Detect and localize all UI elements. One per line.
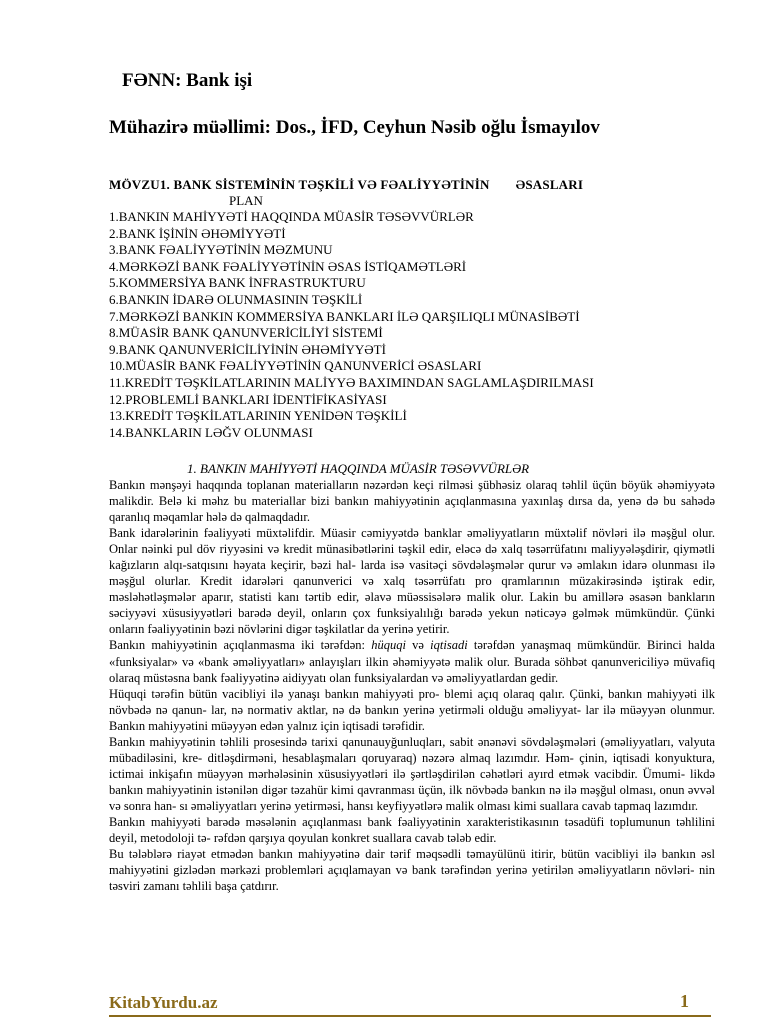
plan-item: 8.MÜASİR BANK QANUNVERİCİLİYİ SİSTEMİ: [109, 325, 383, 341]
section-title: 1. BANKIN MAHİYYƏTİ HAQQINDA MÜASİR TƏSƏVVÜRLƏR: [187, 461, 530, 476]
plan-item: 12.PROBLEMLİ BANKLARI İDENTİFİKASİYASI: [109, 391, 387, 407]
italic-term: iqtisadi: [430, 638, 468, 653]
plan-item: 1.BANKIN MAHİYYƏTİ HAQQINDA MÜASİR TƏSƏVVÜRLƏR: [109, 209, 474, 224]
topic-title-text: BANK SİSTEMİNİN TƏŞKİLİ VƏ FƏALİYYƏTİNİN: [173, 177, 490, 192]
plan-label: PLAN: [229, 193, 263, 208]
subject-heading: FƏNN: Bank işi: [122, 70, 253, 91]
plan-item: 10.MÜASİR BANK FƏALİYYƏTİNİN QANUNVERİCİ ƏSASLARI: [109, 358, 482, 374]
plan-item: 3.BANK FƏALİYYƏTİNİN MƏZMUNU: [109, 242, 333, 258]
paragraph: Bankın mahiyyətinin açıqlanmasma iki tərəfdən: hüquqi və iqtisadi tərəfdən yanaşmaq mümkündür. Birinci halda «funksiyalar» və «bank əməliyyatları» anlayışları ilkin əhəmiyyətə malik olur. Burada söhbət qanunvericiliyə müvafiq olaraq müstəsna bank fəaliyyətinə aidiyyatı olan funksiyalardan və əməliyyatlardan gedir.: [109, 638, 715, 685]
paragraph: Bankın mahiyyətinin təhlili prosesində tarixi qanunauyğunluqları, sabit ənənəvi sövdələşmələri (əməliyyatları, valyuta mübadiləsini, kre- ditləşdirməni, hesablaşmaları qoruyaraq) nəzərə almaq lazımdır. Həm- çinin, iqtisadi konyuktura, ictimai inkişafın müəyyən mərhələsinin xüsusiyyətləri ilə şərtləşdirilən cəhətləri ayırd etmək vacibdir. Ümumi- likdə bankın mahiyyətinin istənilən digər təzahür kimi qavranması üçün, ilk növbədə bankın nə ilə məşğul olması, onun əvvəl və sonra han- sı əməliyyatları yerinə yetirməsi, hansı keyfiyyətlərə malik olması kimi suallara cavab tapmaq lazımdır.: [109, 734, 715, 813]
plan-item: 9.BANK QANUNVERİCİLİYİNİN ƏHƏMİYYƏTİ: [109, 341, 386, 357]
topic-title: [109, 177, 583, 193]
page-number: 1: [680, 991, 689, 1011]
paragraph: Hüquqi tərəfin bütün vacibliyi ilə yanaşı bankın mahiyyəti pro- blemi açıq olaraq qalır. Çünki, bankın mahiyyəti ilk növbədə nə qanun- lar, nə normativ aktlar, nə də bankın yerinə yetirməli olduğu əməliyyat- lar ilə müəyyən olunmur. Bankın mahiyyətini müəyyən edən yalnız için iqtisadi tərəfidir.: [109, 686, 715, 733]
body-text: [109, 477, 715, 894]
paragraph: Bankın mahiyyəti barədə məsələnin açıqlanması bank fəaliyyətinin xarakteristikasının təsadüfi toplumunun təhlilini deyil, metodoloji tə- rəfdən qarşıya qoyulan konkret suallara cavab tələb edir.: [109, 814, 715, 846]
plan-item: 13.KREDİT TƏŞKİLATLARININ YENİDƏN TƏŞKİLİ: [109, 408, 407, 424]
plan-item: 6.BANKIN İDARƏ OLUNMASININ TƏŞKİLİ: [109, 291, 363, 307]
plan-item: 5.KOMMERSİYA BANK İNFRASTRUKTURU: [109, 275, 366, 291]
paragraph: Bu tələblərə riayət etmədən bankın mahiyyətinə dair tərif məqsədli təmayülünü itirir, bütün vacibliyi ilə bankın əsl mahiyyətini gizlədən mərkəzi problemləri açıqlamayan və bank tərəfindən yerinə yetirilən əməliyyatların növləri- nin təsviri zamanı təhlili başa çatdırır.: [109, 847, 715, 894]
plan-item: 11.KREDİT TƏŞKİLATLARININ MALİYYƏ BAXIMINDAN SAGLAMLAŞDIRILMASI: [109, 374, 594, 390]
plan-item: 2.BANK İŞİNİN ƏHƏMİYYƏTİ: [109, 225, 286, 241]
topic-prefix: MÖVZU1.: [109, 177, 170, 192]
lecturer-heading: Mühazirə müəllimi: Dos., İFD, Ceyhun Nəsib oğlu İsmayılov: [109, 117, 600, 138]
italic-term: hüquqi: [371, 638, 406, 653]
plan-item: 7.MƏRKƏZİ BANKIN KOMMERSİYA BANKLARI İLƏ QARŞILIQLI MÜNASİBƏTİ: [109, 308, 580, 324]
plan-item: 14.BANKLARIN LƏĞV OLUNMASI: [109, 424, 313, 440]
plan-list: [109, 209, 594, 441]
topic-title-end: ƏSASLARI: [515, 177, 584, 192]
page-footer: [109, 991, 711, 1017]
footer-brand: KitabYurdu.az: [109, 993, 218, 1012]
plan-item: 4.MƏRKƏZİ BANK FƏALİYYƏTİNİN ƏSAS İSTİQAMƏTLƏRİ: [109, 258, 467, 274]
paragraph: Bankın mənşəyi haqqında toplanan materialların nəzərdən keçi rilməsi şübhəsiz olaraq təhlil üçün böyük əhəmiyyətə malikdir. Belə ki məhz bu materiallar bizi bankın mahiyyətinin açıqlanmasına yaxınlaş dırsa da, yenə də bu sahədə qaranlıq məqamlar hələ də qalmaqdadır.: [109, 478, 715, 525]
paragraph: Bank idarələrinin fəaliyyəti müxtəlifdir. Müasir cəmiyyətdə banklar əməliyyatların müxtəlif növləri ilə məşğul olur. Onlar nəinki pul döv riyyəsini və kredit münasibətlərini təşkil edir, eləcə də xalq təsərrüfatını maliyyələşdirir, qiymətli kağızların alqı-satqısını həyata keçirir, bəzi hal- larda isə vasitəçi sövdələşmələr qurur və əmlakın idarə olunması ilə məşğul olurlar. Kredit idarələri qanunverici və xalq təsərrüfatı pro qramlarının müzakirəsində iştirak edir, məsləhətləşmələr aparır, statisti kanı tərtib edir, əlavə müəssisələrə malik olur. Lakin bu amillərə əsasən bankların səciyyəvi xüsusiyyətləri barədə deyil, onların çox funksiyalılığı barədə yekun nəticəyə gəlmək mümkündür. Çünki onların fəaliyyətinin bəzi növlərini digər təşkilatlar da yerinə yetirir.: [109, 526, 715, 637]
